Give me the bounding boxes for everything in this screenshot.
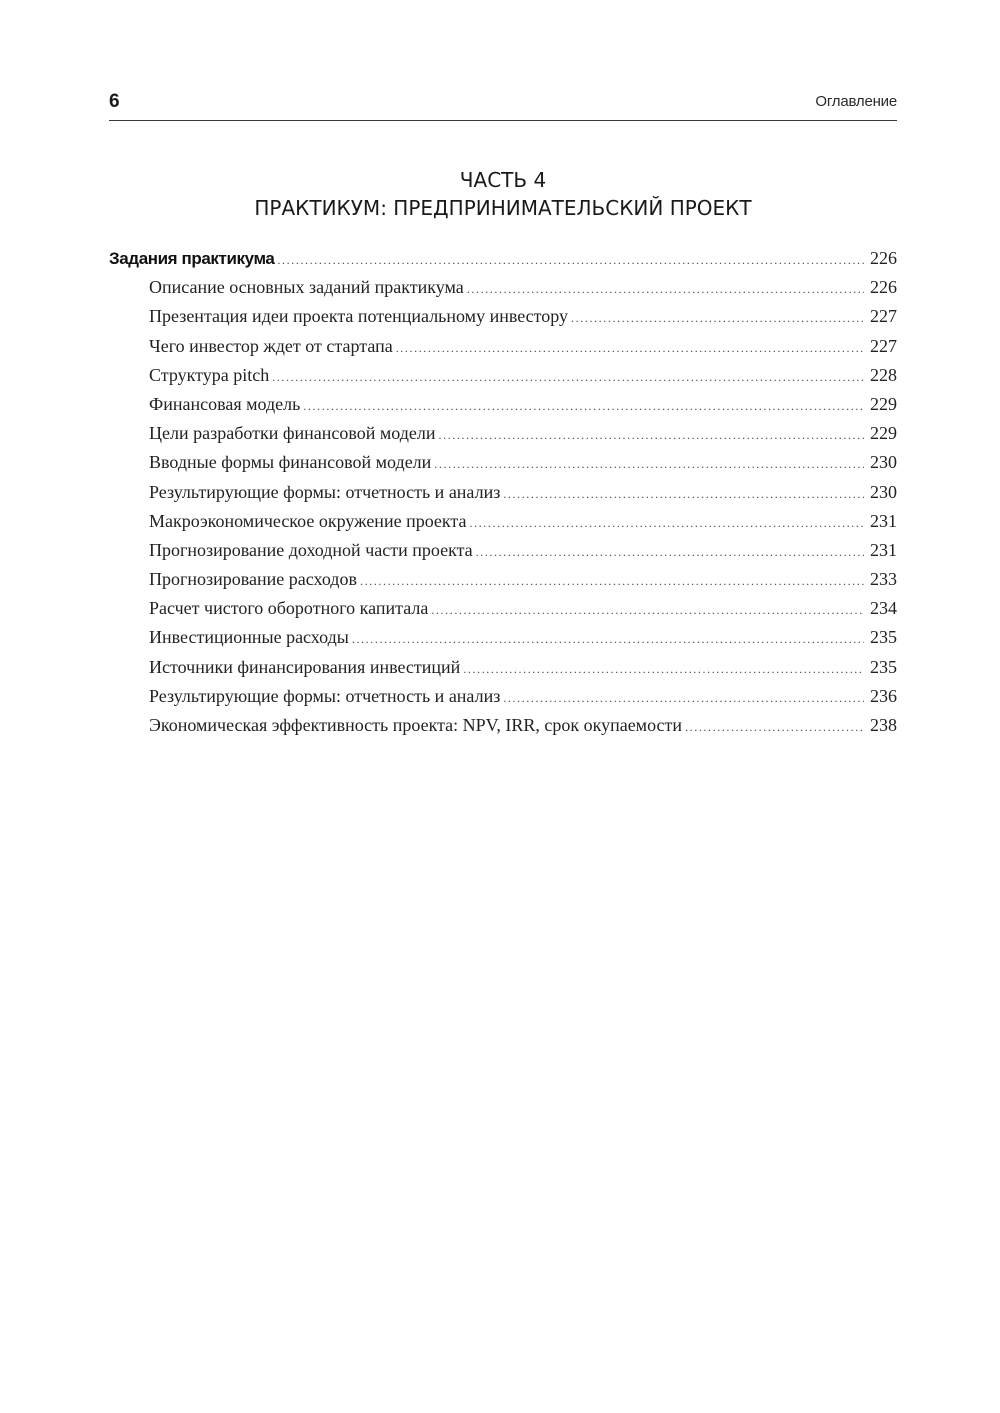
toc-dot-leader [571,311,864,326]
toc-entry[interactable] [109,482,897,511]
toc-dot-leader [360,574,864,589]
toc-dot-leader [431,603,864,618]
toc-entry[interactable] [109,686,897,715]
toc-entry-page: 229 [870,393,897,414]
toc-entry-page: 227 [870,306,897,327]
toc-entry-label: Макроэкономическое окружение проекта [149,510,467,531]
toc-entry-label: Описание основных заданий практикума [149,277,464,298]
toc-entry[interactable] [109,540,897,569]
running-head [109,88,897,121]
toc-entry-label: Структура pitch [149,364,270,385]
toc-entry-page: 238 [870,715,897,735]
toc-entry[interactable] [109,394,897,423]
toc-entry-section[interactable] [109,248,897,277]
toc-entry-page: 229 [870,423,897,444]
toc-entry-page: 234 [870,598,897,619]
toc-dot-leader [396,341,864,356]
toc-dot-leader [503,691,864,706]
toc-entry[interactable] [109,336,897,365]
toc-entry-label: Задания практикума [109,249,275,268]
toc-entry-page: 231 [870,510,897,531]
toc-dot-leader [685,720,864,735]
toc-entry-page: 235 [870,627,897,648]
toc-entry-page: 231 [870,539,897,560]
toc-entry-page: 236 [870,685,897,706]
toc-entry-label: Финансовая модель [149,393,301,414]
toc-entry[interactable] [109,598,897,627]
toc-entry[interactable] [109,277,897,306]
toc-entry-page: 230 [870,452,897,473]
running-head-title: Оглавление [815,93,897,110]
toc-dot-leader [503,487,864,502]
page-number: 6 [109,91,120,112]
toc-entry-label: Результирующие формы: отчетность и анализ [149,481,501,502]
toc-entry-page: 226 [870,248,897,268]
toc-entry[interactable] [109,452,897,481]
part-title: ПРАКТИКУМ: ПРЕДПРИНИМАТЕЛЬСКИЙ ПРОЕКТ [254,196,752,220]
toc-entry[interactable] [109,511,897,540]
toc-entry-page: 233 [870,569,897,590]
toc-entry-label: Источники финансирования инвестиций [149,656,461,677]
toc-dot-leader [439,428,864,443]
toc-entry-page: 227 [870,335,897,356]
toc-dot-leader [352,632,864,647]
toc-entry-label: Результирующие формы: отчетность и анализ [149,685,501,706]
toc-entry-label: Экономическая эффективность проекта: NPV, IRR, срок окупаемости [149,715,683,735]
toc-entry-label: Цели разработки финансовой модели [149,423,436,444]
part-number: ЧАСТЬ 4 [459,168,547,192]
toc-entry-page: 226 [870,277,897,298]
toc-entry[interactable] [109,306,897,335]
toc-dot-leader [303,399,864,414]
toc-entry[interactable] [109,423,897,452]
toc-dot-leader [272,370,864,385]
toc-dot-leader [467,282,864,297]
toc-entry-page: 228 [870,364,897,385]
toc-entry-page: 230 [870,481,897,502]
toc-entry[interactable] [109,627,897,656]
toc-dot-leader [476,545,864,560]
toc-entry[interactable] [109,569,897,598]
toc-entry-label: Чего инвестор ждет от стартапа [149,335,393,356]
toc-entry-label: Презентация идеи проекта потенциальному инвестору [149,306,569,327]
part-heading [109,166,897,222]
toc-entry-label: Вводные формы финансовой модели [149,452,432,473]
toc-entry[interactable] [109,365,897,394]
toc-dot-leader [277,253,864,268]
toc-entry-label: Прогнозирование доходной части проекта [149,539,473,560]
toc-entry[interactable] [109,715,897,744]
toc-dot-leader [434,457,864,472]
toc-entry[interactable] [109,657,897,686]
toc-entry-page: 235 [870,656,897,677]
table-of-contents [109,248,897,744]
toc-entry-label: Прогнозирование расходов [149,569,357,590]
toc-entry-label: Расчет чистого оборотного капитала [149,598,429,619]
toc-dot-leader [463,662,864,677]
toc-dot-leader [470,516,865,531]
toc-entry-label: Инвестиционные расходы [149,627,349,648]
